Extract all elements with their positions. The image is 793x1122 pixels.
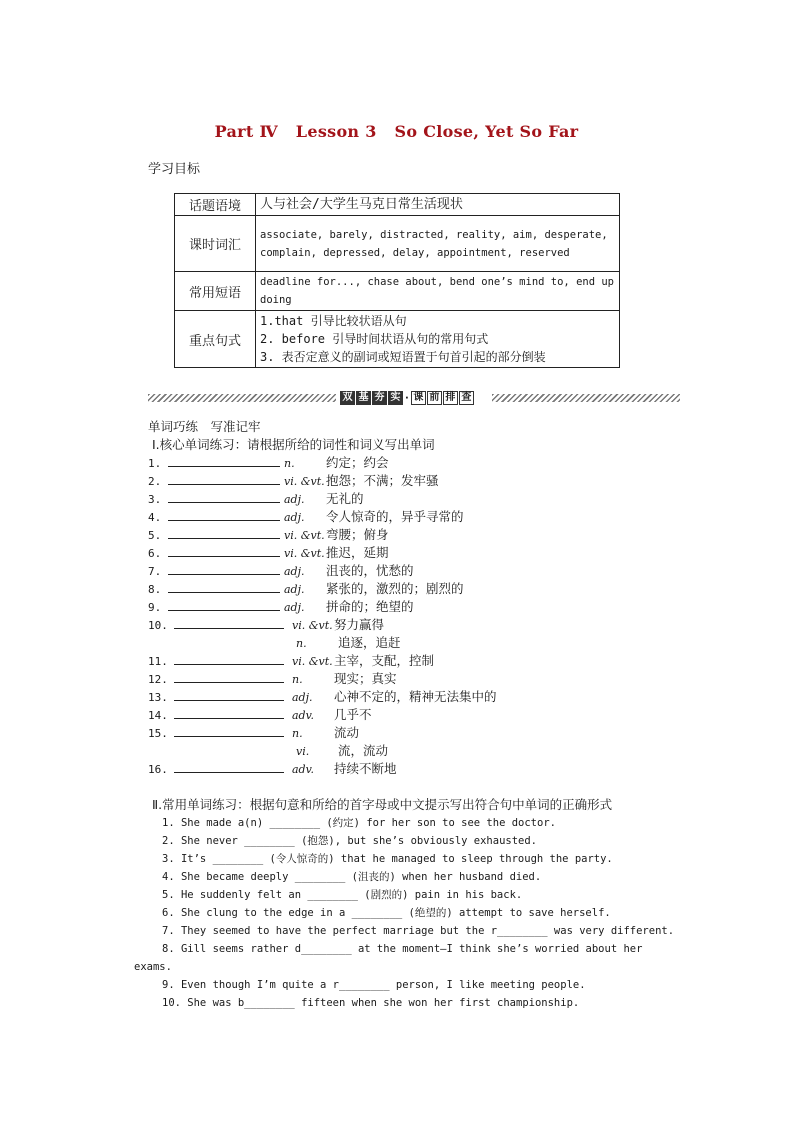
- pos-label: adv.: [292, 763, 315, 776]
- vocab-item: [148, 652, 674, 670]
- banner-stripes-left: [148, 394, 336, 402]
- pos-label: adj.: [284, 493, 305, 506]
- answer-blank[interactable]: [174, 652, 284, 665]
- table-row: [175, 272, 620, 311]
- pattern-line: 2. before 引导时间状语从句的常用句式: [260, 332, 489, 346]
- meaning: 拼命的；绝望的: [326, 599, 414, 614]
- pos-label: adj.: [284, 583, 305, 596]
- item-number: 5.: [148, 529, 162, 542]
- answer-blank[interactable]: [168, 562, 280, 575]
- spacer: [148, 778, 674, 796]
- row-content: deadline for..., chase about, bend one’s mind to, end up doing: [256, 272, 620, 311]
- page-title: [0, 122, 793, 141]
- part2-list: [134, 814, 675, 1012]
- pos-label: n.: [284, 457, 295, 470]
- table-row: [175, 194, 620, 216]
- part1-list: [148, 454, 674, 778]
- meaning: 无礼的: [326, 491, 364, 506]
- meaning: 令人惊奇的，异乎寻常的: [326, 509, 464, 524]
- pos-label: adj.: [284, 511, 305, 524]
- answer-blank[interactable]: [174, 670, 284, 683]
- row-label: 重点句式: [175, 311, 256, 368]
- vocab-item: [148, 670, 674, 688]
- sentence-item: 10. She was b________ fifteen when she won her first championship.: [162, 997, 580, 1009]
- sentence-item: 2. She never ________ (抱怨), but she’s obviously exhausted.: [162, 835, 538, 847]
- table-row: [175, 311, 620, 368]
- vocab-item: [148, 490, 674, 508]
- item-number: 9.: [148, 601, 162, 614]
- sentence-item: 3. It’s ________ (令人惊奇的) that he managed to sleep through the party.: [162, 853, 613, 865]
- row-label: 课时词汇: [175, 216, 256, 272]
- part-label: Part Ⅳ: [214, 122, 278, 141]
- item-number: 14.: [148, 709, 168, 722]
- meaning: 几乎不: [334, 707, 372, 722]
- answer-blank[interactable]: [168, 598, 280, 611]
- vocab-item: [148, 562, 674, 580]
- vocab-item: [148, 526, 674, 544]
- sentence-item: exams.: [134, 961, 172, 973]
- pattern-line: 3. 表否定意义的副词或短语置于句首引起的部分倒装: [260, 350, 546, 364]
- row-content: associate, barely, distracted, reality, aim, desperate, complain, depressed, delay, appointment, reserved: [256, 216, 620, 272]
- section-banner: [148, 391, 680, 405]
- meaning: 弯腰；俯身: [326, 527, 389, 542]
- item-number: 6.: [148, 547, 162, 560]
- table-row: [175, 216, 620, 272]
- part2-title: Ⅱ.常用单词练习：根据句意和所给的首字母或中文提示写出符合句中单词的正确形式: [152, 797, 613, 812]
- vocab-item: [148, 580, 674, 598]
- banner-char: 夯: [372, 391, 387, 405]
- meaning: 主宰，支配，控制: [334, 653, 435, 668]
- answer-blank[interactable]: [174, 616, 284, 629]
- banner-char: 查: [459, 391, 474, 405]
- section-title: 单词巧练 写准记牢: [148, 419, 261, 434]
- answer-blank[interactable]: [168, 490, 280, 503]
- pos-label: vi. &vt.: [284, 475, 325, 488]
- sentence-item: 1. She made a(n) ________ (约定) for her son to see the doctor.: [162, 817, 556, 829]
- answer-blank[interactable]: [168, 526, 280, 539]
- pos-label: n.: [296, 637, 307, 650]
- objectives-table: [174, 193, 620, 368]
- vocab-item: [148, 742, 674, 760]
- meaning: 持续不断地: [334, 761, 397, 776]
- banner-char: 课: [411, 391, 426, 405]
- answer-blank[interactable]: [174, 760, 284, 773]
- pos-label: vi. &vt.: [284, 547, 325, 560]
- banner-char: 双: [340, 391, 355, 405]
- sentence-item: 7. They seemed to have the perfect marriage but the r________ was very different.: [162, 925, 675, 937]
- vocab-item: [148, 634, 674, 652]
- vocab-item: [148, 724, 674, 742]
- banner-char: 前: [427, 391, 442, 405]
- meaning: 沮丧的，忧愁的: [326, 563, 414, 578]
- row-content: [256, 311, 620, 368]
- pos-label: adj.: [292, 691, 313, 704]
- row-label: 常用短语: [175, 272, 256, 311]
- meaning: 现实；真实: [334, 671, 397, 686]
- banner-dot: ·: [405, 392, 409, 404]
- banner-char: 实: [388, 391, 403, 405]
- pos-label: n.: [292, 673, 303, 686]
- pos-label: vi.: [296, 745, 310, 758]
- answer-blank[interactable]: [168, 472, 280, 485]
- pattern-line: 1.that 引导比较状语从句: [260, 314, 407, 328]
- part1-title: Ⅰ.核心单词练习：请根据所给的词性和词义写出单词: [152, 437, 435, 452]
- answer-blank[interactable]: [168, 544, 280, 557]
- sentence-item: 6. She clung to the edge in a ________ (绝望的) attempt to save herself.: [162, 907, 611, 919]
- meaning: 流，流动: [338, 743, 389, 758]
- item-number: 12.: [148, 673, 168, 686]
- vocab-item: [148, 616, 674, 634]
- meaning: 约定；约会: [326, 455, 389, 470]
- lesson-name: So Close, Yet So Far: [394, 122, 579, 141]
- item-number: 11.: [148, 655, 168, 668]
- meaning: 推迟，延期: [326, 545, 389, 560]
- pos-label: n.: [292, 727, 303, 740]
- exercise-body: [134, 418, 675, 1012]
- item-number: 16.: [148, 763, 168, 776]
- banner-char: 基: [356, 391, 371, 405]
- vocab-item: [148, 760, 674, 778]
- item-number: 3.: [148, 493, 162, 506]
- answer-blank[interactable]: [168, 454, 280, 467]
- answer-blank[interactable]: [168, 508, 280, 521]
- vocab-item: [148, 688, 674, 706]
- item-number: 4.: [148, 511, 162, 524]
- meaning: 心神不定的，精神无法集中的: [334, 689, 497, 704]
- item-number: 2.: [148, 475, 162, 488]
- lesson-label: Lesson 3: [295, 122, 377, 141]
- vocab-item: [148, 508, 674, 526]
- meaning: 努力赢得: [334, 617, 385, 632]
- answer-blank[interactable]: [174, 688, 284, 701]
- pos-label: adj.: [284, 565, 305, 578]
- answer-blank[interactable]: [174, 706, 284, 719]
- banner-label: [340, 391, 492, 405]
- pos-label: vi. &vt.: [284, 529, 325, 542]
- pos-label: adv.: [292, 709, 315, 722]
- answer-blank[interactable]: [174, 724, 284, 737]
- sentence-item: 5. He suddenly felt an ________ (剧烈的) pain in his back.: [162, 889, 523, 901]
- pos-label: vi. &vt.: [292, 619, 333, 632]
- pos-label: vi. &vt.: [292, 655, 333, 668]
- answer-blank[interactable]: [168, 580, 280, 593]
- item-number: 7.: [148, 565, 162, 578]
- banner-char: 排: [443, 391, 458, 405]
- vocab-item: [148, 706, 674, 724]
- sentence-item: 9. Even though I’m quite a r________ person, I like meeting people.: [162, 979, 586, 991]
- row-content: 人与社会/大学生马克日常生活现状: [256, 194, 620, 216]
- vocab-item: [148, 544, 674, 562]
- row-label: 话题语境: [175, 194, 256, 216]
- meaning: 流动: [334, 725, 360, 740]
- item-number: 10.: [148, 619, 168, 632]
- goal-heading: 学习目标: [148, 162, 201, 177]
- sentence-item: 8. Gill seems rather d________ at the moment—I think she’s worried about her: [162, 943, 643, 955]
- meaning: 追逐，追赶: [338, 635, 401, 650]
- pos-label: adj.: [284, 601, 305, 614]
- item-number: 13.: [148, 691, 168, 704]
- vocab-item: [148, 598, 674, 616]
- item-number: 15.: [148, 727, 168, 740]
- item-number: 8.: [148, 583, 162, 596]
- banner-stripes-right: [492, 394, 680, 402]
- vocab-item: [148, 472, 674, 490]
- vocab-item: [148, 454, 674, 472]
- meaning: 紧张的，激烈的；剧烈的: [326, 581, 464, 596]
- sentence-item: 4. She became deeply ________ (沮丧的) when her husband died.: [162, 871, 542, 883]
- item-number: 1.: [148, 457, 162, 470]
- meaning: 抱怨；不满；发牢骚: [326, 473, 439, 488]
